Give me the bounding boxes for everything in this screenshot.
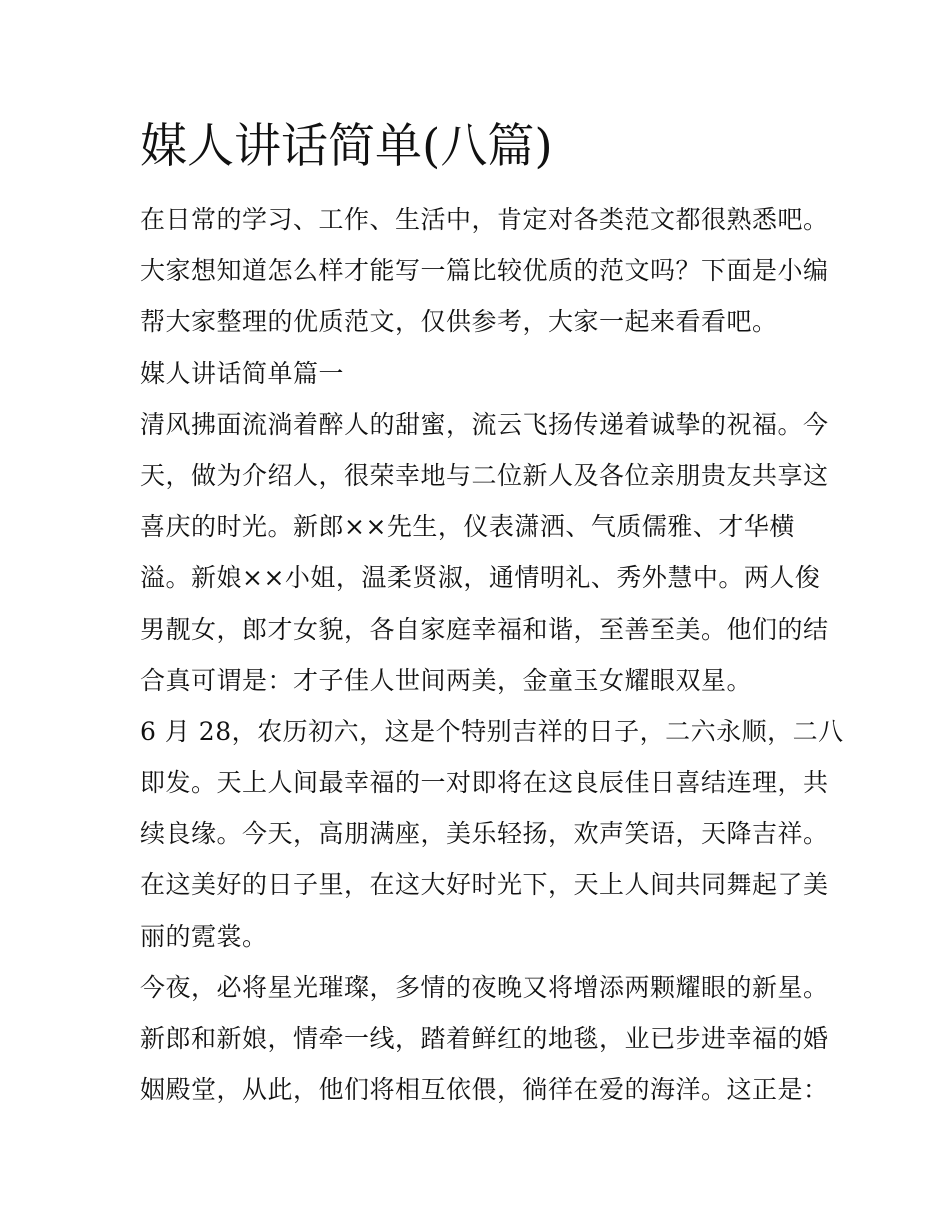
text-line: 帮大家整理的优质范文，仅供参考，大家一起来看看吧。 [140, 307, 778, 337]
text-line: 合真可谓是：才子佳人世间两美，金童玉女耀眼双星。 [140, 665, 753, 695]
text-line: 丽的霓裳。 [140, 921, 268, 951]
text-line: 在日常的学习、工作、生活中，肯定对各类范文都很熟悉吧。 [140, 205, 829, 234]
text-line: 天，做为介绍人，很荣幸地与二位新人及各位亲朋贵友共享这 [140, 460, 829, 490]
section-heading: 媒人讲话简单篇一 [140, 358, 345, 388]
text-line: 姻殿堂，从此，他们将相互依偎，徜徉在爱的海洋。这正是： [140, 1075, 829, 1105]
text-line: 溢。新娘××小姐，温柔贤淑，通情明礼、秀外慧中。两人俊 [140, 563, 821, 593]
document-page [140, 112, 844, 1115]
text-line: 即发。天上人间最幸福的一对即将在这良辰佳日喜结连理，共 [140, 768, 829, 798]
document-title: 媒人讲话简单(八篇) [140, 119, 553, 174]
text-line: 在这美好的日子里，在这大好时光下，天上人间共同舞起了美 [140, 870, 829, 900]
text-line: 新郎和新娘，情牵一线，踏着鲜红的地毯，业已步进幸福的婚 [140, 1024, 829, 1053]
text-line: 清风拂面流淌着醉人的甜蜜，流云飞扬传递着诚挚的祝福。今 [140, 409, 829, 439]
text-line: 续良缘。今天，高朋满座，美乐轻扬，欢声笑语，天降吉祥。 [140, 819, 829, 849]
text-line: 6 月 28，农历初六，这是个特别吉祥的日子，二六永顺，二八 [140, 716, 844, 746]
text-line: 喜庆的时光。新郎××先生，仪表潇洒、气质儒雅、才华横 [140, 512, 795, 542]
text-line: 今夜，必将星光璀璨，多情的夜晚又将增添两颗耀眼的新星。 [140, 972, 829, 1002]
text-line: 大家想知道怎么样才能写一篇比较优质的范文吗？下面是小编 [140, 256, 829, 286]
text-line: 男靓女，郎才女貌，各自家庭幸福和谐，至善至美。他们的结 [140, 614, 829, 644]
